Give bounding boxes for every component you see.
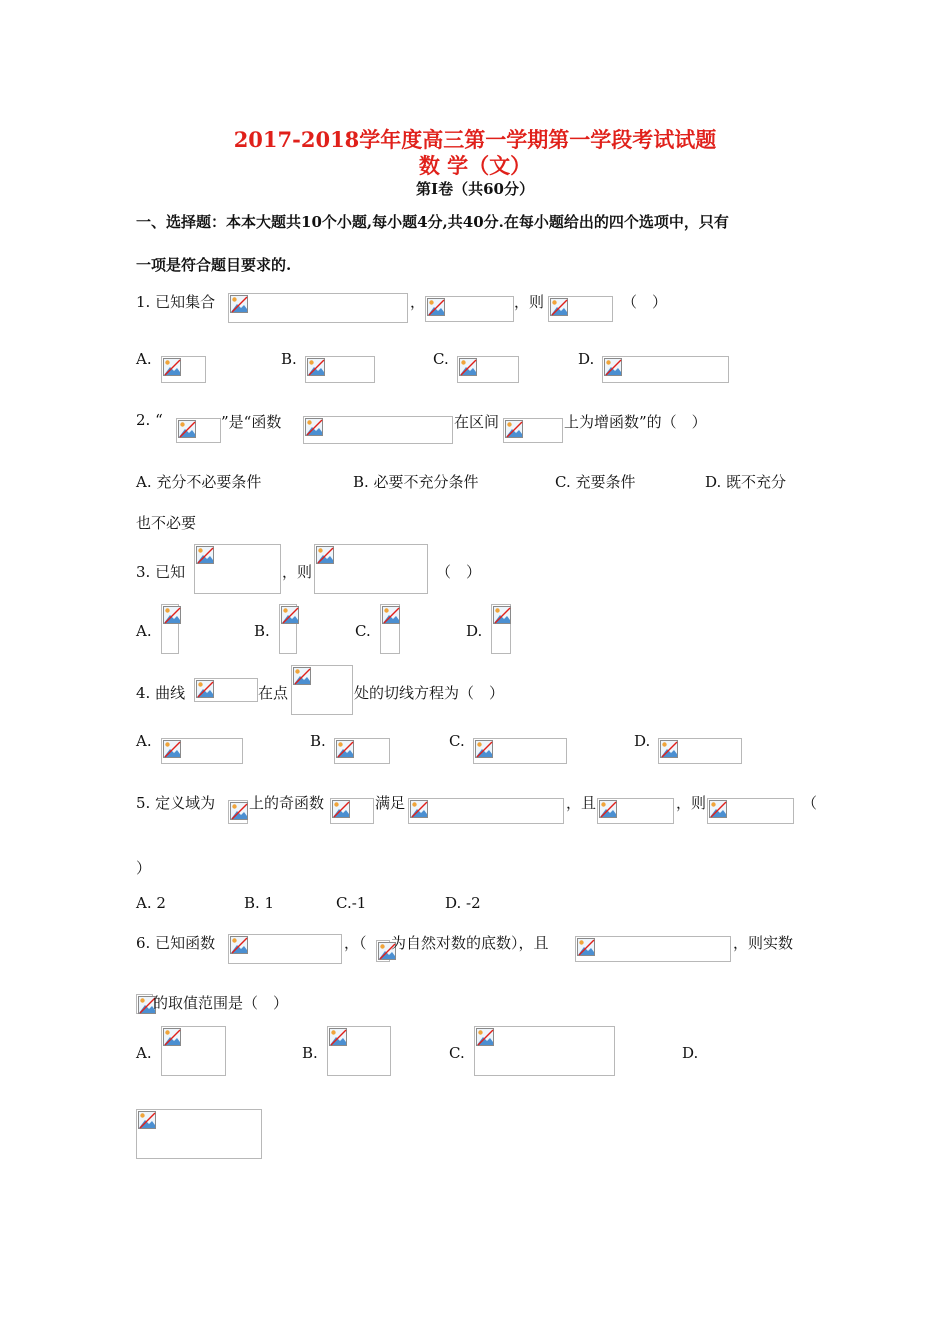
broken-image-icon xyxy=(505,420,523,438)
q5-stem-b: 上的奇函数 xyxy=(249,794,325,812)
broken-image-icon xyxy=(196,546,214,564)
broken-image-icon xyxy=(163,358,181,376)
q2-option-a: A. 充分不必要条件 xyxy=(136,473,262,491)
broken-image-icon xyxy=(459,358,477,376)
formula-image xyxy=(473,738,567,764)
q6-stem-c: 为自然对数的底数），且 xyxy=(391,934,549,952)
q5-sep1: ，且 xyxy=(566,794,597,812)
formula-image xyxy=(136,1109,262,1159)
formula-image xyxy=(597,798,674,824)
q3-sep: ，则 xyxy=(282,563,313,581)
broken-image-icon xyxy=(382,606,400,624)
q4-option-d: D. xyxy=(634,732,651,750)
q5-option-c: C.-1 xyxy=(336,894,367,912)
formula-image xyxy=(161,1026,226,1076)
broken-image-icon xyxy=(281,606,299,624)
q6-stem-d: ，则实数 xyxy=(733,934,794,952)
broken-image-icon xyxy=(230,936,248,954)
broken-image-icon xyxy=(305,418,323,436)
broken-image-icon xyxy=(316,546,334,564)
q5-option-a: A. 2 xyxy=(136,894,166,912)
q4-option-a: A. xyxy=(136,732,152,750)
broken-image-icon xyxy=(577,938,595,956)
q1-option-c: C. xyxy=(433,350,449,368)
q1-option-a: A. xyxy=(136,350,152,368)
q1-option-b: B. xyxy=(281,350,297,368)
formula-image xyxy=(136,994,153,1014)
formula-image xyxy=(161,604,179,654)
broken-image-icon xyxy=(427,298,445,316)
formula-image xyxy=(330,798,374,824)
formula-image xyxy=(548,296,613,322)
q1-sep2: ，则 xyxy=(514,293,545,311)
formula-image xyxy=(161,356,206,383)
q6-stem-b: ，（ xyxy=(344,934,367,952)
broken-image-icon xyxy=(163,1028,181,1046)
broken-image-icon xyxy=(178,420,196,438)
q1-sep1: ， xyxy=(410,293,426,311)
formula-image xyxy=(327,1026,391,1076)
formula-image xyxy=(279,604,297,654)
exam-title: 2017-2018学年度高三第一学期第一学段考试试题 xyxy=(233,127,717,152)
broken-image-icon xyxy=(709,800,727,818)
broken-image-icon xyxy=(293,667,311,685)
broken-image-icon xyxy=(550,298,568,316)
instruction-line2: 一项是符合题目要求的. xyxy=(136,256,292,274)
broken-image-icon xyxy=(604,358,622,376)
broken-image-icon xyxy=(163,606,181,624)
broken-image-icon xyxy=(138,1111,156,1129)
formula-image xyxy=(314,544,428,594)
formula-image xyxy=(707,798,794,824)
formula-image xyxy=(161,738,243,764)
q3-option-b: B. xyxy=(254,622,270,640)
formula-image xyxy=(575,936,731,962)
q2-stem: 2. “ xyxy=(136,411,163,429)
q3-option-a: A. xyxy=(136,622,152,640)
q5-stem-c: 满足 xyxy=(375,794,406,812)
q5-option-d: D. -2 xyxy=(445,894,481,912)
formula-image xyxy=(228,800,248,824)
q6-option-c: C. xyxy=(449,1044,465,1062)
broken-image-icon xyxy=(493,606,511,624)
broken-image-icon xyxy=(660,740,678,758)
q6-option-d: D. xyxy=(682,1044,699,1062)
formula-image xyxy=(474,1026,615,1076)
formula-image xyxy=(376,940,390,962)
q4-stem-c: 处的切线方程为（ ） xyxy=(354,684,505,702)
q4-option-c: C. xyxy=(449,732,465,750)
formula-image xyxy=(491,604,511,654)
q6-option-a: A. xyxy=(136,1044,152,1062)
formula-image xyxy=(194,544,281,594)
formula-image xyxy=(305,356,375,383)
q5-stem: 5. 定义域为 xyxy=(136,794,216,812)
q2-option-c: C. 充要条件 xyxy=(555,473,636,491)
formula-image xyxy=(503,418,563,443)
section-heading: 第Ⅰ卷（共60分） xyxy=(416,180,534,198)
q5-option-b: B. 1 xyxy=(244,894,275,912)
broken-image-icon xyxy=(307,358,325,376)
broken-image-icon xyxy=(476,1028,494,1046)
formula-image xyxy=(457,356,519,383)
broken-image-icon xyxy=(196,680,214,698)
broken-image-icon xyxy=(410,800,428,818)
q6-stem-e: 的取值范围是（ ） xyxy=(153,994,289,1012)
q6-stem: 6. 已知函数 xyxy=(136,934,216,952)
instruction-line1: 一、选择题：本本大题共10个小题,每小题4分,共40分.在每小题给出的四个选项中，只有 xyxy=(136,213,729,231)
q6-option-b: B. xyxy=(302,1044,318,1062)
q2-option-d-cont: 也不必要 xyxy=(136,514,197,532)
broken-image-icon xyxy=(332,800,350,818)
q2-stem-b: ”是“函数 xyxy=(221,413,282,431)
exam-subject: 数 学（文） xyxy=(418,153,532,178)
q5-sep2: ，则 xyxy=(676,794,707,812)
q2-option-d: D. 既不充分 xyxy=(705,473,787,491)
q4-stem-b: 在点 xyxy=(258,684,289,702)
q5-paren-open: （ xyxy=(802,794,818,812)
q3-paren: （ ） xyxy=(436,563,482,581)
broken-image-icon xyxy=(475,740,493,758)
formula-image xyxy=(176,418,221,443)
formula-image xyxy=(334,738,390,764)
q2-option-b: B. 必要不充分条件 xyxy=(353,473,479,491)
broken-image-icon xyxy=(599,800,617,818)
broken-image-icon xyxy=(230,295,248,313)
q3-stem: 3. 已知 xyxy=(136,563,186,581)
formula-image xyxy=(194,678,258,702)
broken-image-icon xyxy=(163,740,181,758)
q4-stem: 4. 曲线 xyxy=(136,684,186,702)
formula-image xyxy=(408,798,564,824)
formula-image xyxy=(303,416,453,444)
formula-image xyxy=(228,934,342,964)
q2-stem-c: 在区间 xyxy=(454,413,500,431)
formula-image xyxy=(291,665,353,715)
q1-paren: （ ） xyxy=(622,293,668,311)
q3-option-c: C. xyxy=(355,622,371,640)
broken-image-icon xyxy=(230,802,248,820)
broken-image-icon xyxy=(336,740,354,758)
q3-option-d: D. xyxy=(466,622,483,640)
formula-image xyxy=(380,604,400,654)
q2-stem-d: 上为增函数”的（ ） xyxy=(564,413,707,431)
formula-image xyxy=(602,356,729,383)
q5-paren-close: ） xyxy=(136,859,152,877)
q4-option-b: B. xyxy=(310,732,326,750)
formula-image xyxy=(425,296,514,322)
formula-image xyxy=(658,738,742,764)
q1-stem: 1. 已知集合 xyxy=(136,293,216,311)
q1-option-d: D. xyxy=(578,350,595,368)
formula-image xyxy=(228,293,408,323)
broken-image-icon xyxy=(329,1028,347,1046)
